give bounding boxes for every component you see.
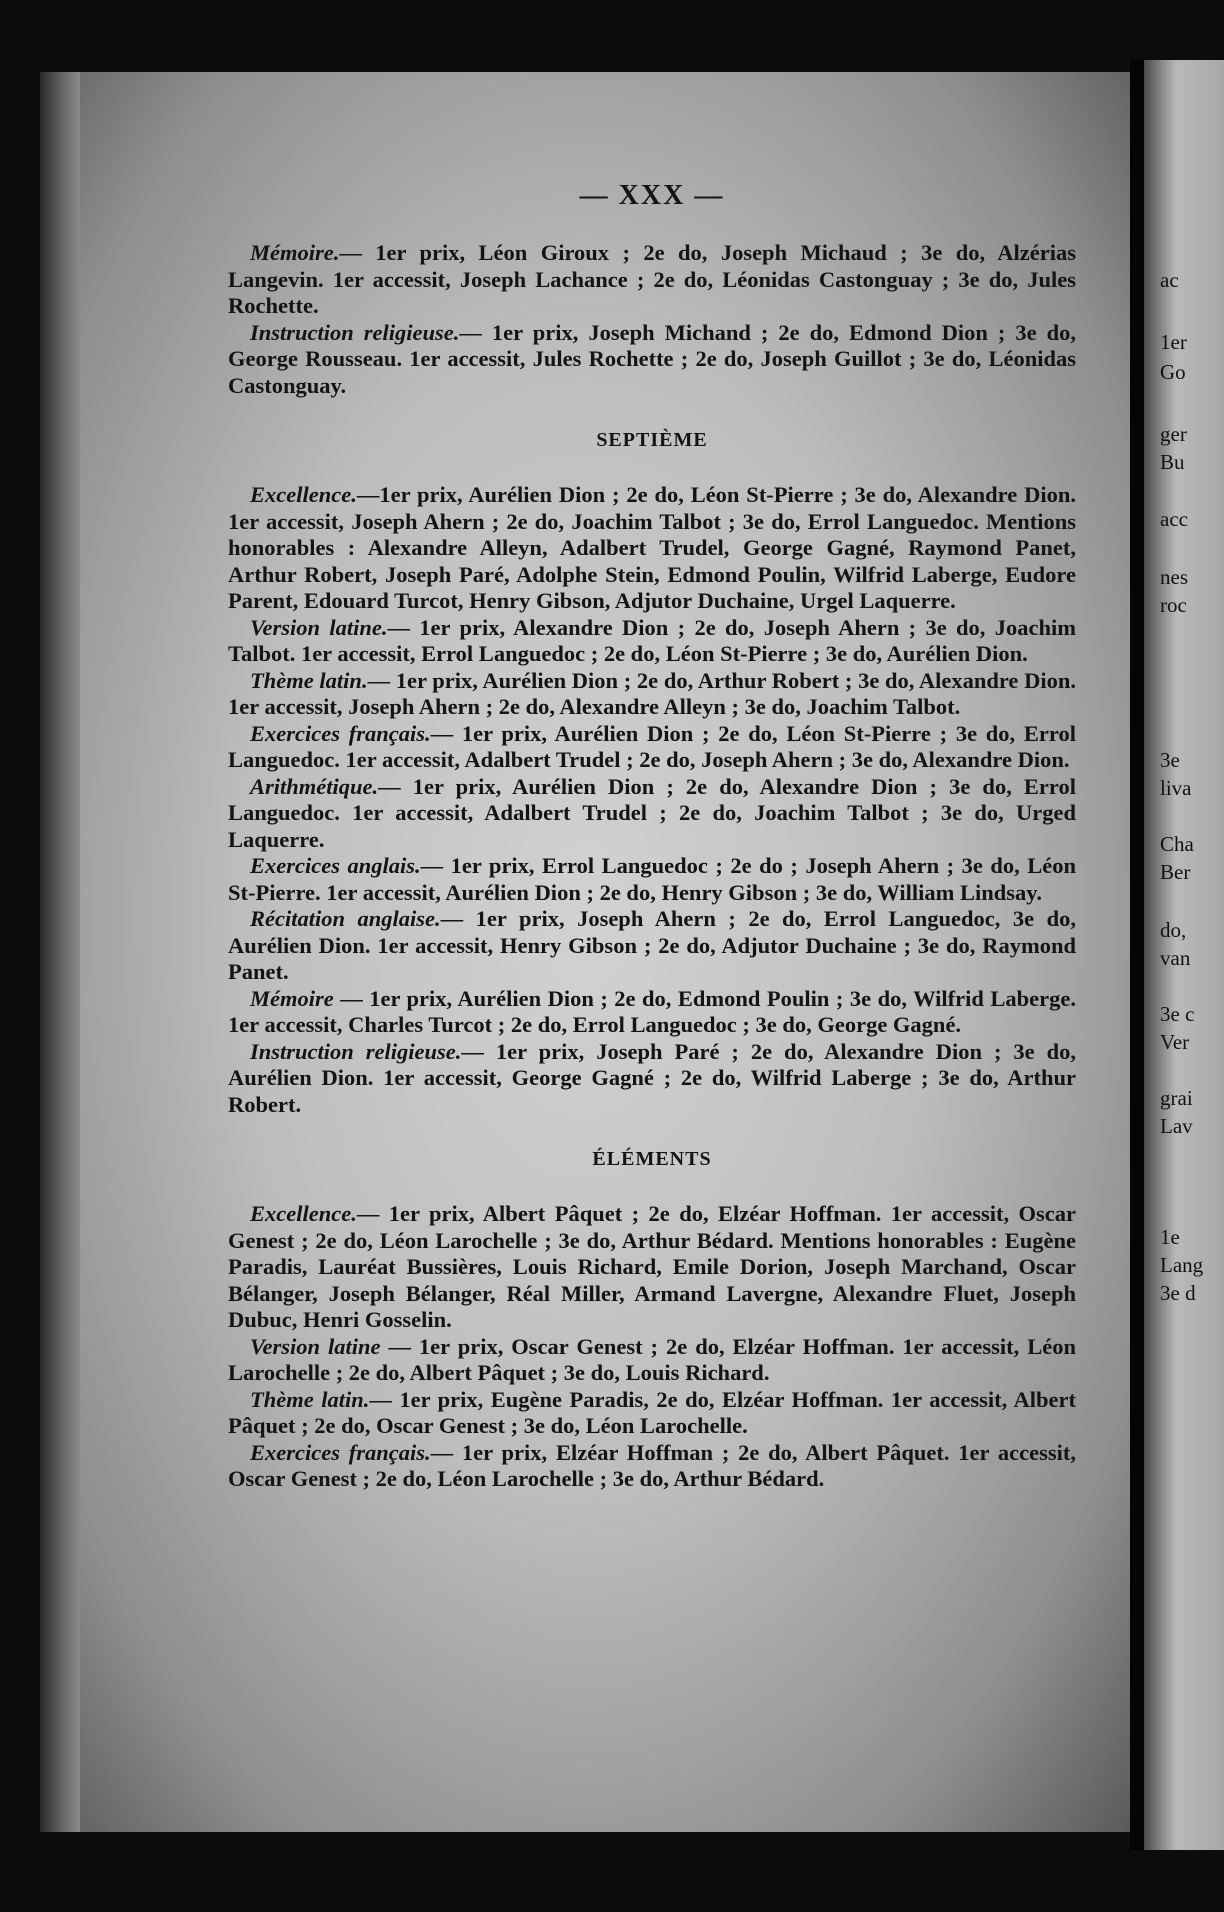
subject-label: Excellence. (250, 1201, 357, 1226)
prize-entry (228, 668, 1076, 721)
prize-text: — 1er prix, Eugène Paradis, 2e do, Elzéar Hoffman. 1er accessit, Albert Pâquet ; 2e do, Oscar Genest ; 3e do, Léon Larochelle. (228, 1386, 1077, 1438)
facing-page-fragment: Ver (1160, 1030, 1190, 1054)
subject-label: Instruction religieuse. (250, 1038, 462, 1064)
prize-text: — 1er prix, Aurélien Dion ; 2e do, Alexandre Dion ; 3e do, Errol Languedoc. 1er accessit, Adalbert Trudel ; 2e do, Joachim Talbot ; 3e do, Urged Laquerre. (228, 773, 1076, 852)
book-gutter (1130, 60, 1144, 1850)
facing-page-fragment: Cha (1160, 832, 1194, 856)
facing-page (1144, 60, 1224, 1850)
subject-label: Exercices français. (250, 720, 431, 746)
facing-page-fragment: nes (1160, 565, 1188, 589)
prize-entry (228, 986, 1076, 1039)
subject-label: Thème latin. (250, 667, 368, 693)
subject-label: Arithmétique. (250, 773, 379, 799)
facing-page-fragment: Lav (1160, 1114, 1193, 1138)
subject-label: Version latine. (250, 614, 388, 640)
prize-entry (228, 721, 1076, 774)
prize-text: — 1er prix, Elzéar Hoffman ; 2e do, Albert Pâquet. 1er accessit, Oscar Genest ; 2e do, Léon Larochelle ; 3e do, Arthur Bédard. (228, 1439, 1076, 1491)
subject-label: Instruction religieuse. (250, 319, 460, 345)
prize-text: — 1er prix, Aurélien Dion ; 2e do, Edmond Poulin ; 3e do, Wilfrid Laberge. 1er accessit, Charles Turcot ; 2e do, Errol Languedoc ; 3e do, George Gagné. (228, 985, 1076, 1037)
prize-entry (228, 906, 1076, 986)
prize-entry (228, 320, 1076, 400)
facing-page-fragment: van (1160, 946, 1191, 970)
prize-text: — 1er prix, Aurélien Dion ; 2e do, Arthur Robert ; 3e do, Alexandre Dion. 1er accessit, Joseph Ahern ; 2e do, Alexandre Alleyn ; 3e do, Joachim Talbot. (228, 667, 1076, 719)
facing-page-fragment: acc (1160, 507, 1188, 531)
prize-text: — 1er prix, Joseph Michand ; 2e do, Edmond Dion ; 3e do, George Rousseau. 1er accessit, Jules Rochette ; 2e do, Joseph Guillot ; 3e do, Léonidas Castonguay. (228, 319, 1076, 398)
subject-label: Mémoire (250, 985, 334, 1011)
subject-label: Récitation anglaise. (250, 906, 441, 931)
subject-label: Version latine (250, 1333, 381, 1359)
facing-page-fragment: Bu (1160, 450, 1185, 474)
prize-entry (228, 774, 1076, 854)
facing-page-fragment: 3e (1160, 748, 1180, 772)
facing-page-fragment: 1e (1160, 1225, 1180, 1249)
section-title-elements: ÉLÉMENTS (592, 1148, 712, 1170)
facing-page-fragment: liva (1160, 776, 1192, 800)
subject-label: Excellence. (250, 482, 357, 507)
facing-page-fragment: Ber (1160, 860, 1191, 884)
prize-entry (228, 482, 1076, 615)
subject-label: Mémoire. (250, 240, 340, 265)
section-title-septieme: SEPTIÈME (596, 429, 708, 451)
prize-entry (228, 1334, 1076, 1387)
facing-page-fragment: grai (1160, 1086, 1193, 1110)
prize-text: — 1er prix, Aurélien Dion ; 2e do, Léon St-Pierre ; 3e do, Errol Languedoc. 1er accessit, Adalbert Trudel ; 2e do, Joseph Ahern ; 3e do, Alexandre Dion. (228, 720, 1076, 772)
prize-entry (228, 1039, 1076, 1119)
prize-entry (228, 1387, 1076, 1440)
prize-entry (228, 240, 1076, 320)
prize-entry (228, 615, 1076, 668)
text-column (228, 180, 1076, 1493)
facing-page-fragment: 3e d (1160, 1281, 1196, 1305)
facing-page-fragment: ger (1160, 422, 1187, 446)
facing-page-fragment: Lang (1160, 1253, 1204, 1277)
prize-entry (228, 1201, 1076, 1334)
facing-page-fragment: ac (1160, 268, 1179, 292)
prize-text: —1er prix, Aurélien Dion ; 2e do, Léon St-Pierre ; 3e do, Alexandre Dion. 1er accessit, Joseph Ahern ; 2e do, Joachim Talbot ; 3e do, Errol Languedoc. Mentions honorables : Alexandre Alleyn, Adalbert Trudel, George Gagné, Raymond Panet, Arthur Robert, Joseph Paré, Adolphe Stein, Edmond Poulin, Wilfrid Laberge, Eudore Parent, Edouard Turcot, Henry Gibson, Adjutor Duchaine, Urgel Laquerre. (228, 482, 1076, 613)
facing-page-fragment: 1er (1160, 330, 1187, 354)
prize-text: — 1er prix, Alexandre Dion ; 2e do, Joseph Ahern ; 3e do, Joachim Talbot. 1er accessit, Errol Languedoc ; 2e do, Léon St-Pierre ; 3e do, Aurélien Dion. (228, 614, 1076, 666)
prize-text: — 1er prix, Léon Giroux ; 2e do, Joseph Michaud ; 3e do, Alzérias Langevin. 1er accessit, Joseph Lachance ; 2e do, Léonidas Castonguay ; 3e do, Jules Rochette. (228, 240, 1076, 318)
prize-entry (228, 853, 1076, 906)
prize-text: — 1er prix, Joseph Ahern ; 2e do, Errol Languedoc, 3e do, Aurélien Dion. 1er accessit, Henry Gibson ; 2e do, Adjutor Duchaine ; 3e do, Raymond Panet. (228, 906, 1077, 984)
facing-page-fragment: roc (1160, 593, 1187, 617)
prize-text: — 1er prix, Oscar Genest ; 2e do, Elzéar Hoffman. 1er accessit, Léon Larochelle ; 2e do, Albert Pâquet ; 3e do, Louis Richard. (228, 1333, 1077, 1385)
prize-entry (228, 1440, 1076, 1493)
facing-page-fragment: do, (1160, 918, 1187, 942)
page-number: — XXX — (579, 180, 725, 211)
subject-label: Exercices français. (250, 1439, 431, 1465)
prize-text: — 1er prix, Albert Pâquet ; 2e do, Elzéar Hoffman. 1er accessit, Oscar Genest ; 2e do, Léon Larochelle ; 3e do, Arthur Bédard. Mentions honorables : Eugène Paradis, Lauréat Bussières, Louis Richard, Emile Dorion, Joseph Marchand, Oscar Bélanger, Joseph Bélanger, Réal Miller, Armand Lavergne, Alexandre Fluet, Joseph Dubuc, Henri Gosselin. (228, 1201, 1076, 1332)
page-edge-shadow (40, 72, 80, 1832)
subject-label: Exercices anglais. (250, 853, 421, 878)
facing-page-fragment: 3e c (1160, 1002, 1195, 1026)
prize-text: — 1er prix, Errol Languedoc ; 2e do ; Joseph Ahern ; 3e do, Léon St-Pierre. 1er accessit, Aurélien Dion ; 2e do, Henry Gibson ; 3e do, William Lindsay. (228, 853, 1076, 905)
facing-page-fragment: Go (1160, 360, 1186, 384)
subject-label: Thème latin. (250, 1386, 370, 1412)
prize-text: — 1er prix, Joseph Paré ; 2e do, Alexandre Dion ; 3e do, Aurélien Dion. 1er accessit, George Gagné ; 2e do, Wilfrid Laberge ; 3e do, Arthur Robert. (228, 1038, 1076, 1117)
